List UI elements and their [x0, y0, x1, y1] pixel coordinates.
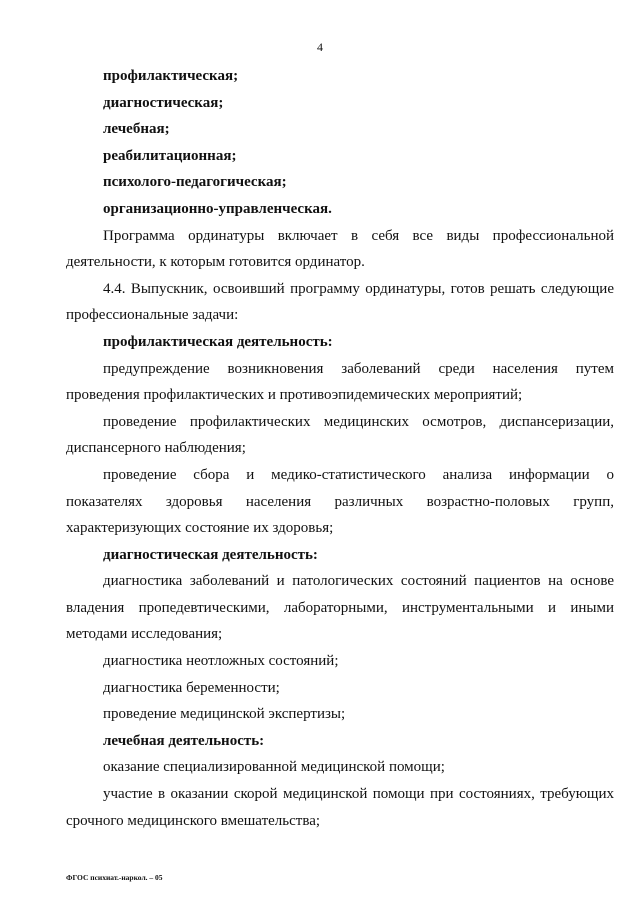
list-item-line: диагностика беременности;	[103, 679, 280, 696]
activity-type-psycho-pedagogical: психолого-педагогическая;	[103, 174, 287, 191]
list-item-line: показателях здоровья населения различных возрастно-половых групп,	[66, 493, 614, 510]
list-item-line: диспансерного наблюдения;	[66, 440, 246, 457]
list-item-line: проведение медицинской экспертизы;	[103, 706, 346, 723]
activity-type-preventive: профилактическая;	[103, 68, 239, 84]
paragraph-line: профессиональные задачи:	[66, 307, 239, 324]
list-item-line: методами исследования;	[66, 626, 223, 643]
page-body	[66, 63, 614, 834]
page-number: 4	[317, 40, 323, 54]
list-item-line: диагностика заболеваний и патологических состояний пациентов на основе	[103, 573, 614, 590]
list-item-line: диагностика неотложных состояний;	[103, 653, 339, 670]
activity-type-rehabilitation: реабилитационная;	[103, 147, 237, 164]
list-item-line: предупреждение возникновения заболеваний среди населения путем	[103, 360, 614, 377]
list-item-line: проведение профилактических медицинских осмотров, диспансеризации,	[103, 413, 614, 430]
activity-type-diagnostic: диагностическая;	[103, 94, 224, 111]
list-item-line: срочного медицинского вмешательства;	[66, 812, 321, 829]
list-item-line: проведения профилактических и противоэпидемических мероприятий;	[66, 387, 523, 404]
paragraph-line: Программа ординатуры включает в себя все виды профессиональной	[103, 227, 614, 244]
activity-type-organizational: организационно-управленческая.	[103, 200, 332, 217]
list-item-line: владения пропедевтическими, лабораторными, инструментальными и иными	[66, 599, 614, 616]
section-heading-therapeutic: лечебная деятельность:	[103, 732, 265, 749]
paragraph-line: 4.4. Выпускник, освоивший программу ординатуры, готов решать следующие	[103, 280, 614, 297]
list-item-line: характеризующих состояние их здоровья;	[66, 520, 334, 537]
section-heading-preventive: профилактическая деятельность:	[103, 333, 333, 350]
list-item-line: проведение сбора и медико-статистического анализа информации о	[103, 466, 614, 483]
paragraph-line: деятельности, к которым готовится ординатор.	[66, 254, 365, 271]
list-item-line: участие в оказании скорой медицинской помощи при состояниях, требующих	[103, 786, 614, 803]
activity-type-therapeutic: лечебная;	[103, 121, 170, 138]
page-footer: ФГОС психиат.-наркол. – 05	[66, 873, 163, 882]
list-item-line: оказание специализированной медицинской помощи;	[103, 759, 445, 776]
section-heading-diagnostic: диагностическая деятельность:	[103, 546, 318, 563]
